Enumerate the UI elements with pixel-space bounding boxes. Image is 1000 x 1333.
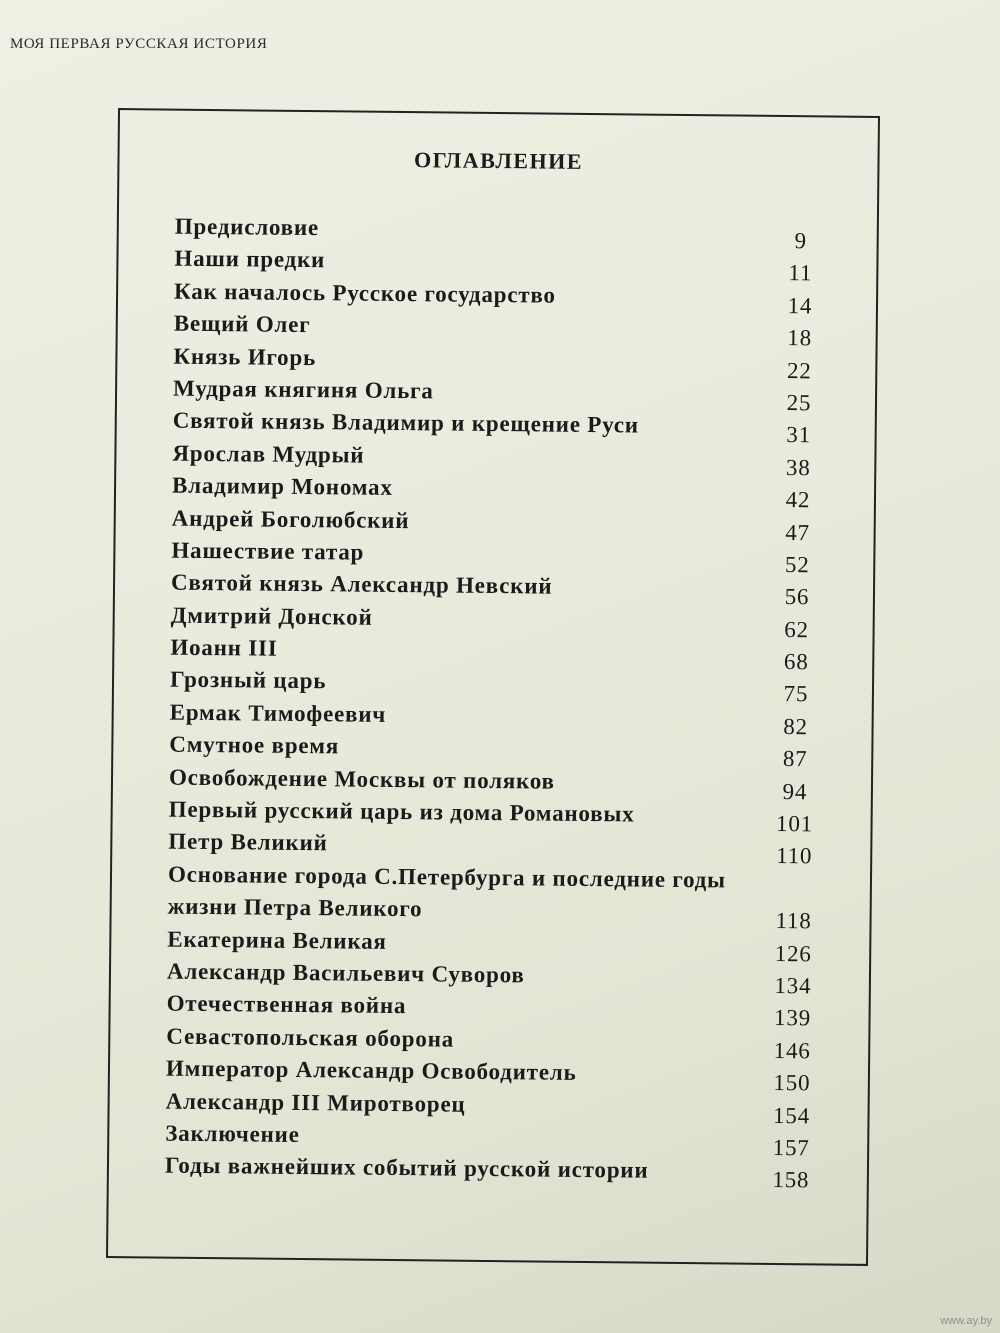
toc-entry-page: 139 [773,1005,812,1031]
toc-entry-title: Заключение [165,1120,300,1147]
toc-entry-page: 25 [786,389,812,416]
toc-entry-title: Ермак Тимофеевич [169,699,387,727]
toc-heading: ОГЛАВЛЕНИЕ [413,147,584,174]
toc-entry-page: 110 [776,843,813,869]
toc-entry-title: Вещий Олег [173,310,311,338]
toc-entry-title: Освобождение Москвы от поляков [168,764,555,794]
toc-entry-title: Годы важнейших событий русской истории [164,1152,649,1183]
toc-entry-page: 146 [773,1037,811,1064]
toc-list [164,211,841,1193]
toc-entry-title: Основание города С.Петербурга и последние годы жизни Петра Великого [167,861,727,922]
toc-entry-page: 134 [774,972,812,999]
toc-entry-title: Предисловие [174,213,320,241]
toc-entry-page: 118 [775,908,812,934]
toc-entry-title: Севастопольская оборона [166,1023,455,1052]
toc-entry-title: Первый русский царь из дома Романовых [168,796,635,827]
toc-entry [167,858,835,934]
toc-entry-page: 158 [772,1167,810,1193]
toc-entry-title: Александр Васильевич Суворов [166,958,525,988]
toc-entry-title: Екатерина Великая [167,926,387,954]
toc-entry-title: Владимир Мономах [171,472,393,501]
toc-entry-title: Мудрая княгиня Ольга [172,375,434,404]
toc-entry-page: 150 [773,1070,811,1096]
toc-entry-title: Дмитрий Донской [170,602,373,630]
toc-entry-page: 154 [772,1102,811,1128]
toc-entry-title: Святой князь Александр Невский [170,569,553,599]
toc-entry-title: Князь Игорь [173,343,317,370]
toc-entry-title: Андрей Боголюбский [171,505,410,533]
toc-entry-page: 87 [782,746,808,772]
watermark: www.ay.by [940,1315,992,1327]
toc-entry-page: 22 [786,357,812,383]
toc-entry-title: Отечественная война [166,990,407,1019]
toc-entry [164,1150,831,1193]
toc-entry-title: Нашествие татар [171,537,365,565]
toc-entry-title: Иоанн III [170,634,278,661]
toc-entry-title: Ярослав Мудрый [172,440,365,468]
toc-entry-page: 9 [794,228,807,254]
toc-entry-page: 75 [783,681,809,707]
toc-entry-page: 56 [784,584,810,610]
toc-entry-title: Как началось Русское государство [173,278,556,308]
toc-entry-page: 42 [785,487,811,513]
toc-entry-title: Наши предки [174,246,326,273]
toc-entry-page: 31 [786,422,812,448]
toc-entry-page: 126 [774,940,812,966]
toc-entry-title: Император Александр Освободитель [165,1055,577,1086]
toc-entry-page: 11 [788,260,813,286]
toc-entry-title: Смутное время [169,731,340,759]
toc-entry-page: 14 [787,292,813,319]
toc-entry-title: Петр Великий [168,829,328,856]
toc-entry-title: Грозный царь [169,667,327,694]
toc-frame [106,108,880,1266]
toc-entry-page: 62 [784,616,810,642]
running-head: МОЯ ПЕРВАЯ РУССКАЯ ИСТОРИЯ [10,36,268,52]
toc-entry-page: 38 [785,454,811,481]
toc-entry-page: 82 [783,713,809,740]
toc-entry-title: Святой князь Владимир и крещение Руси [172,407,639,438]
toc-entry-page: 47 [785,519,811,545]
toc-entry-page: 68 [783,649,809,675]
toc-entry-page: 101 [776,810,814,837]
toc-entry-page: 94 [782,778,808,804]
toc-entry-title: Александр III Миротворец [165,1088,466,1117]
toc-entry-page: 157 [772,1134,810,1161]
toc-entry-page: 52 [784,551,810,578]
toc-entry-page: 18 [787,325,813,351]
